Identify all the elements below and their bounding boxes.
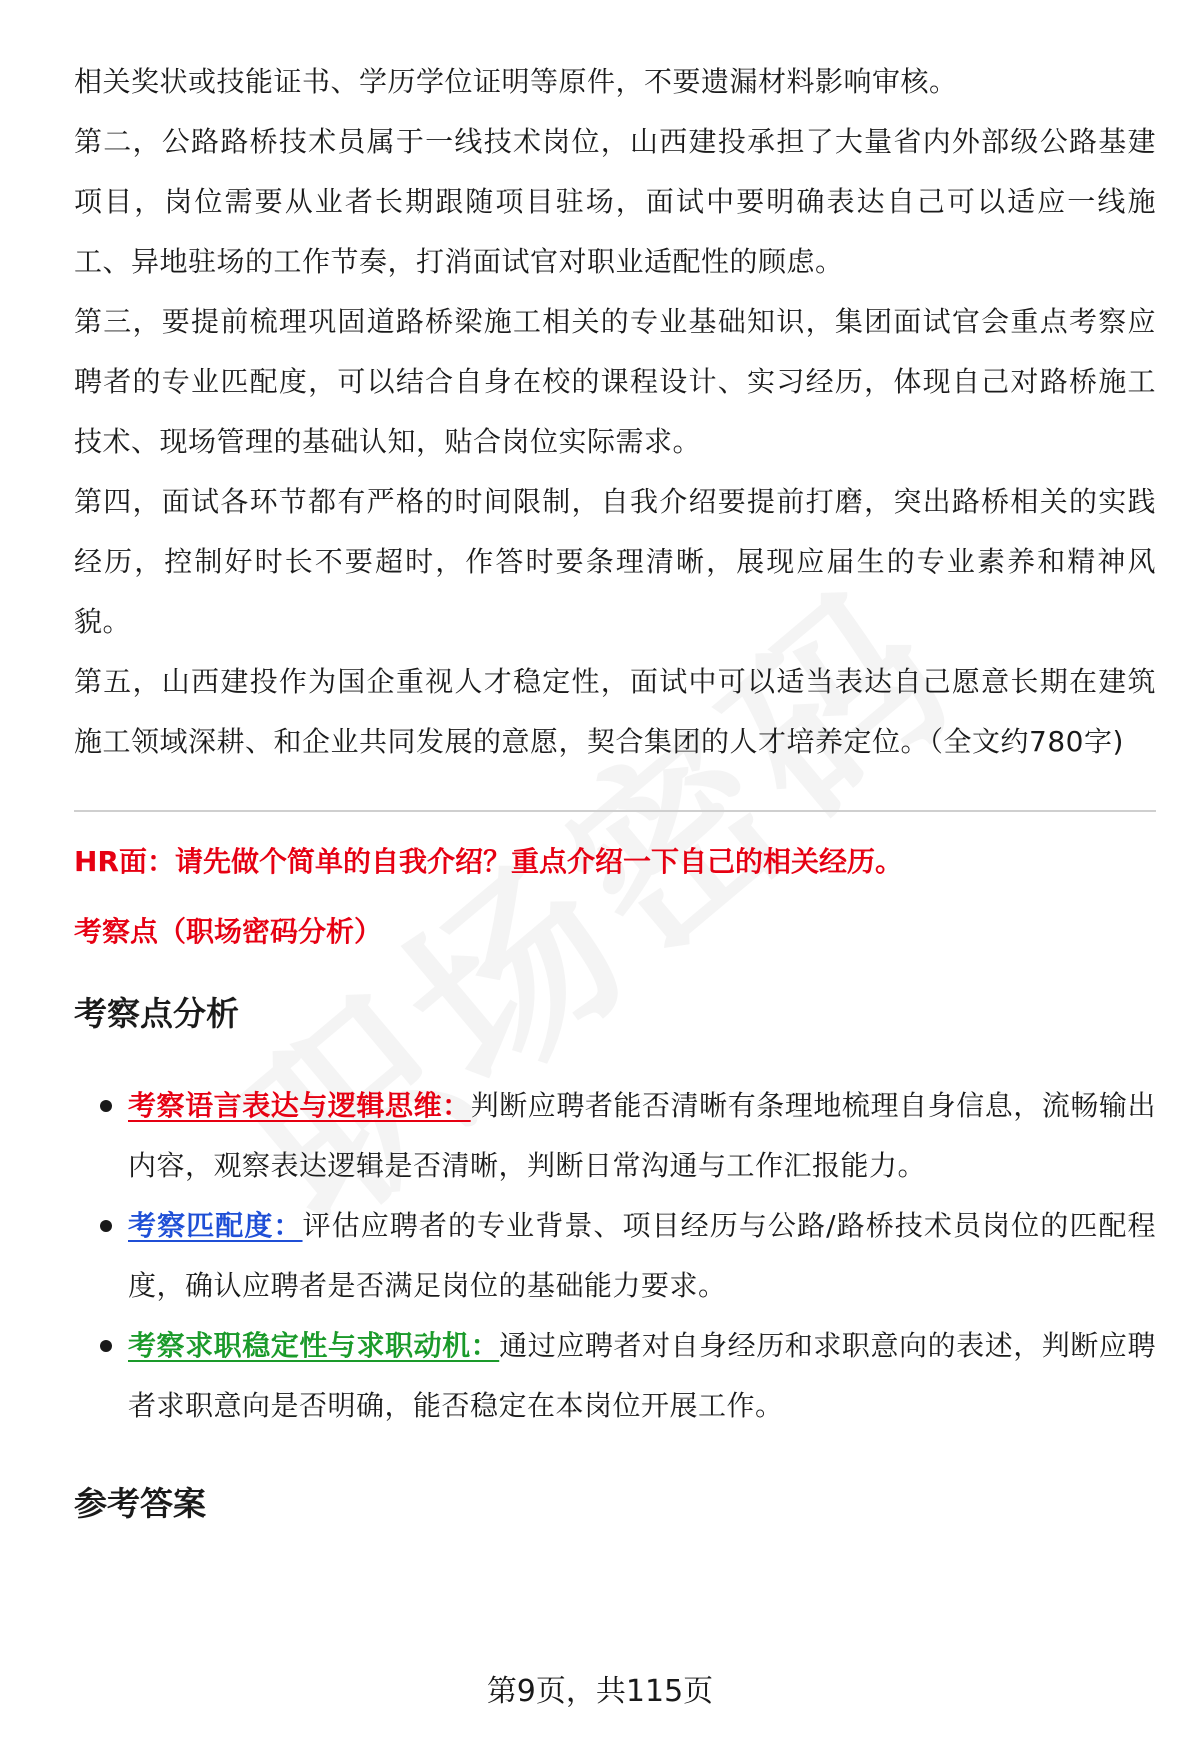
paragraph-third: 第三，要提前梳理巩固道路桥梁施工相关的专业基础知识，集团面试官会重点考察应聘者的专业匹配度，可以结合自身在校的课程设计、实习经历，体现自己对路桥施工技术、现场管理的基础认知，贴合岗位实际需求。 (74, 305, 1156, 458)
page-content (74, 52, 1156, 1526)
bullet-icon (100, 1220, 112, 1232)
list-item (74, 1316, 1156, 1436)
bullet-icon (100, 1340, 112, 1352)
bullet-text: 通过应聘者对自身经历和求职意向的表述，判断应聘者求职意向是否明确，能否稳定在本岗位开展工作。 (128, 1329, 1156, 1422)
tag-language-logic: 考察语言表达与逻辑思维： (128, 1089, 471, 1122)
hr-question: HR面：请先做个简单的自我介绍？重点介绍一下自己的相关经历。 (74, 845, 903, 878)
paragraph-second: 第二，公路路桥技术员属于一线技术岗位，山西建投承担了大量省内外部级公路基建项目，岗位需要从业者长期跟随项目驻场，面试中要明确表达自己可以适应一线施工、异地驻场的工作节奏，打消面试官对职业适配性的顾虑。 (74, 125, 1156, 278)
bullet-text: 评估应聘者的专业背景、项目经历与公路/路桥技术员岗位的匹配程度，确认应聘者是否满足岗位的基础能力要求。 (128, 1209, 1156, 1302)
analysis-title: 考察点分析 (74, 994, 239, 1033)
bullet-icon (100, 1100, 112, 1112)
section-divider (74, 810, 1156, 812)
page-number: 第9页，共115页 (486, 1674, 714, 1709)
tag-matching: 考察匹配度： (128, 1209, 303, 1242)
tag-stability-motivation: 考察求职稳定性与求职动机： (128, 1329, 500, 1362)
answer-title: 参考答案 (74, 1484, 206, 1523)
paragraph-fourth: 第四，面试各环节都有严格的时间限制，自我介绍要提前打磨，突出路桥相关的实践经历，控制好时长不要超时，作答时要条理清晰，展现应届生的专业素养和精神风貌。 (74, 485, 1156, 638)
paragraph-materials: 相关奖状或技能证书、学历学位证明等原件，不要遗漏材料影响审核。 (74, 65, 958, 98)
analysis-list (74, 1076, 1156, 1436)
bullet-text: 判断应聘者能否清晰有条理地梳理自身信息，流畅输出内容，观察表达逻辑是否清晰，判断日常沟通与工作汇报能力。 (128, 1089, 1156, 1182)
list-item (74, 1076, 1156, 1196)
kaochadian-label: 考察点（职场密码分析） (74, 915, 383, 948)
list-item (74, 1196, 1156, 1316)
paragraph-fifth: 第五，山西建投作为国企重视人才稳定性，面试中可以适当表达自己愿意长期在建筑施工领域深耕、和企业共同发展的意愿，契合集团的人才培养定位。（全文约780字) (74, 665, 1156, 758)
